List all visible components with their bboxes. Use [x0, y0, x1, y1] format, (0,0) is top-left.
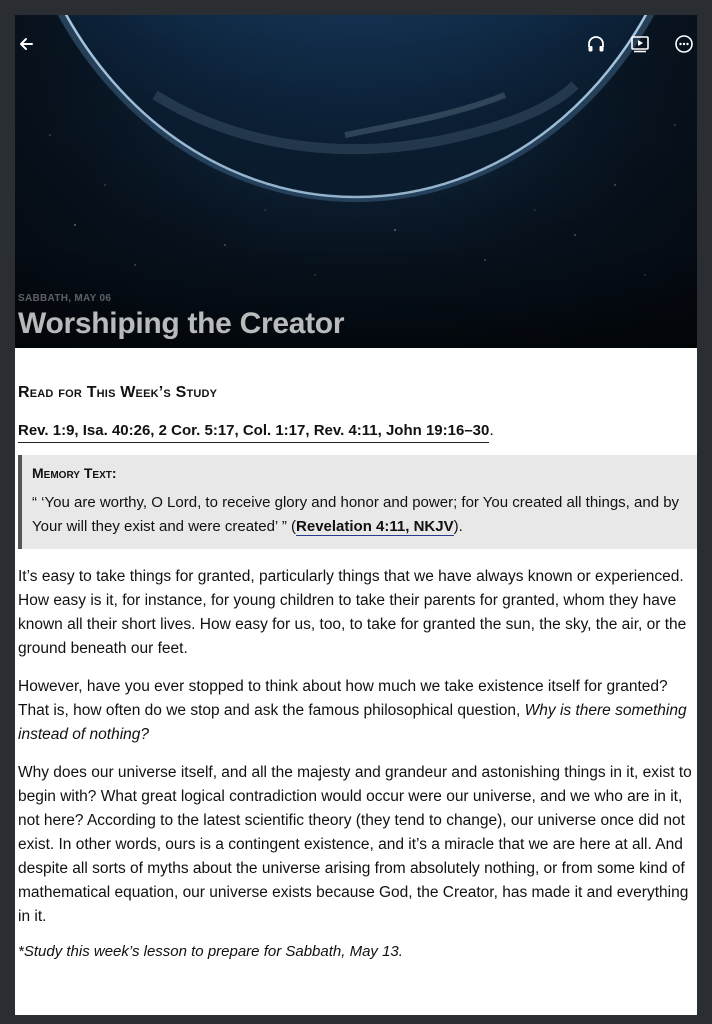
more-options-icon [674, 34, 694, 54]
memory-heading: Memory Text: [32, 465, 117, 481]
study-references-end: . [489, 422, 494, 439]
audio-button[interactable] [585, 33, 607, 55]
memory-reference-link[interactable]: Revelation 4:11, NKJV [296, 518, 454, 535]
memory-text-box [18, 455, 697, 549]
play-video-icon [630, 34, 650, 54]
paragraph-2-text: However, have you ever stopped to think about how much we take existence itself for granted? That is, how often do we stop and ask the famous philosophical question, [18, 678, 668, 719]
headphones-icon [586, 34, 606, 54]
lesson-date: SABBATH, MAY 06 [18, 293, 112, 304]
paragraph-2-question: Why is there something instead of nothing? [18, 702, 687, 743]
paragraph-1: It’s easy to take things for granted, particularly things that we have always known or experienced. How easy is it, for instance, for young children to take their parents for granted, whom they have known all their short lives. How easy for us, too, to take for granted the sun, the sky, the air, or the ground beneath our feet. [18, 568, 687, 657]
footer-note: *Study this week’s lesson to prepare for Sabbath, May 13. [18, 943, 403, 960]
study-references-line [18, 402, 694, 443]
back-button[interactable] [15, 33, 37, 55]
more-options-button[interactable] [673, 33, 695, 55]
memory-quote [32, 491, 687, 539]
memory-quote-text: “ ‘You are worthy, O Lord, to receive glory and honor and power; for You created all things, and by Your will they exist and were created’ ” ( [32, 494, 680, 535]
video-button[interactable] [629, 33, 651, 55]
study-heading: Read for This Week’s Study [18, 384, 218, 401]
earth-image [15, 15, 697, 348]
memory-quote-end: ). [453, 518, 463, 535]
study-references-link[interactable]: Rev. 1:9, Isa. 40:26, 2 Cor. 5:17, Col. 1:17, Rev. 4:11, John 19:16–30 [18, 422, 489, 443]
paragraph-2 [18, 675, 694, 747]
lesson-title: Worshiping the Creator [18, 307, 345, 340]
paragraph-3: Why does our universe itself, and all the majesty and grandeur and astonishing things in it, exist to begin with? What great logical contradiction would occur were our universe, and we who are in it, not here? According to the latest scientific theory (they tend to change), our universe once did not exist. In other words, ours is a contingent existence, and it’s a miracle that we are here at all. And despite all sorts of myths about the universe arising from absolutely nothing, or from some kind of mathematical equation, our universe exists because God, the Creator, has made it and everything in it. [18, 764, 692, 925]
hero-banner [15, 15, 697, 348]
lesson-content [15, 384, 697, 960]
back-arrow-icon [17, 35, 35, 53]
lesson-page [15, 15, 697, 1015]
